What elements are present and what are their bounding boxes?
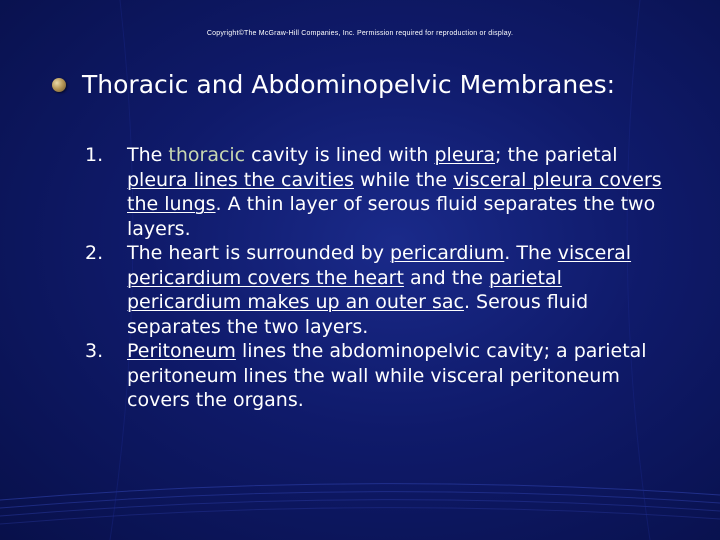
copyright-notice: Copyright©The McGraw-Hill Companies, Inc. Permission required for reproduction or display. bbox=[206, 30, 514, 37]
slide-title: Thoracic and Abdominopelvic Membranes: bbox=[82, 70, 616, 99]
underlined-term: pericardium bbox=[390, 242, 505, 264]
underlined-term: visceral pleura covers the lungs bbox=[127, 168, 662, 215]
list-item bbox=[80, 339, 670, 413]
list-item-number: 2. bbox=[85, 242, 104, 264]
list-item-text: Peritoneum lines the abdominopelvic cavity; a parietal peritoneum lines the wall while visceral peritoneum covers the organs. bbox=[127, 340, 647, 411]
slide-title-row bbox=[52, 70, 615, 99]
list-item-text: The thoracic cavity is lined with pleura; the parietal pleura lines the cavities while the visceral pleura covers the lungs. A thin layer of serous fluid separates the two layers. bbox=[127, 144, 662, 240]
list-item bbox=[80, 241, 670, 339]
list-item-text: The heart is surrounded by pericardium. The visceral pericardium covers the heart and the parietal pericardium makes up an outer sac. Serous fluid separates the two layers. bbox=[127, 242, 632, 338]
underlined-term: Peritoneum bbox=[127, 340, 236, 362]
list-item-number: 1. bbox=[85, 144, 104, 166]
membranes-list bbox=[80, 143, 670, 413]
underlined-term: pleura lines the cavities bbox=[127, 168, 354, 191]
list-item-number: 3. bbox=[85, 340, 104, 362]
underlined-term: pleura bbox=[434, 144, 496, 166]
highlighted-term: thoracic bbox=[168, 144, 246, 166]
underlined-term: parietal pericardium makes up an outer sac bbox=[127, 266, 562, 313]
list-item bbox=[80, 143, 670, 241]
underlined-term: visceral pericardium covers the heart bbox=[127, 242, 632, 289]
round-bullet-icon bbox=[52, 78, 66, 92]
